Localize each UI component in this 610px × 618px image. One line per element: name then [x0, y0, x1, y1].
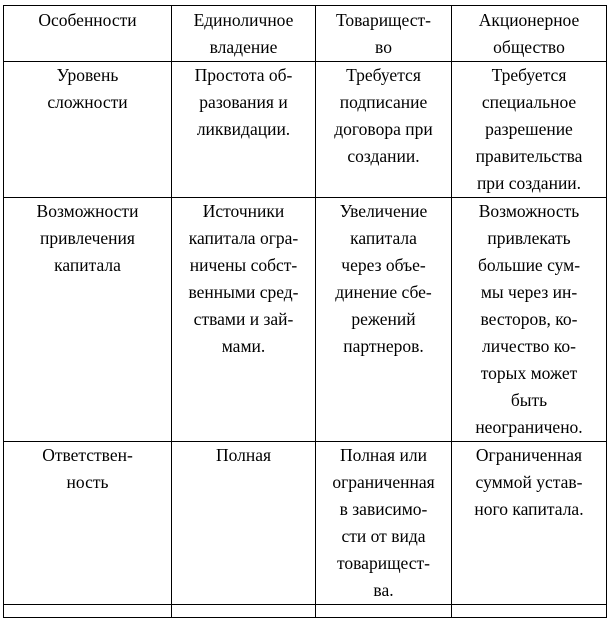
table-header — [4, 6, 607, 62]
corporation-cell: Ограниченная суммой устав- ного капитала. — [452, 442, 607, 605]
comparison-table — [3, 5, 607, 618]
partnership-cell: Полная или ограниченная в зависимо- сти от вида товарищест- ва. — [316, 442, 452, 605]
header-partnership: Товарищест- во — [316, 6, 452, 62]
truncated-cell — [172, 605, 316, 618]
sole-ownership-cell: Источники капитала огра- ничены собст- венными сред- ствами и зай- мами. — [172, 198, 316, 442]
header-row — [4, 6, 607, 62]
header-sole-ownership: Единоличное владение — [172, 6, 316, 62]
feature-cell: Возможности привлечения капитала — [4, 198, 172, 442]
partnership-cell: Требуется подписание договора при создании. — [316, 62, 452, 198]
sole-ownership-cell: Простота об- разования и ликвидации. — [172, 62, 316, 198]
table-row — [4, 198, 607, 442]
table-row — [4, 62, 607, 198]
truncated-cell — [452, 605, 607, 618]
truncated-cell — [316, 605, 452, 618]
partnership-cell: Увеличение капитала через объе- динение сбе- режений партнеров. — [316, 198, 452, 442]
truncated-row — [4, 605, 607, 618]
corporation-cell: Требуется специальное разрешение правительства при создании. — [452, 62, 607, 198]
truncated-cell — [4, 605, 172, 618]
header-corporation: Акционерное общество — [452, 6, 607, 62]
header-features: Особенности — [4, 6, 172, 62]
sole-ownership-cell: Полная — [172, 442, 316, 605]
feature-cell: Уровень сложности — [4, 62, 172, 198]
table-body — [4, 62, 607, 618]
table-row — [4, 442, 607, 605]
corporation-cell: Возможность привлекать большие сум- мы через ин- весторов, ко- личество ко- торых может быть неограничено. — [452, 198, 607, 442]
feature-cell: Ответствен- ность — [4, 442, 172, 605]
